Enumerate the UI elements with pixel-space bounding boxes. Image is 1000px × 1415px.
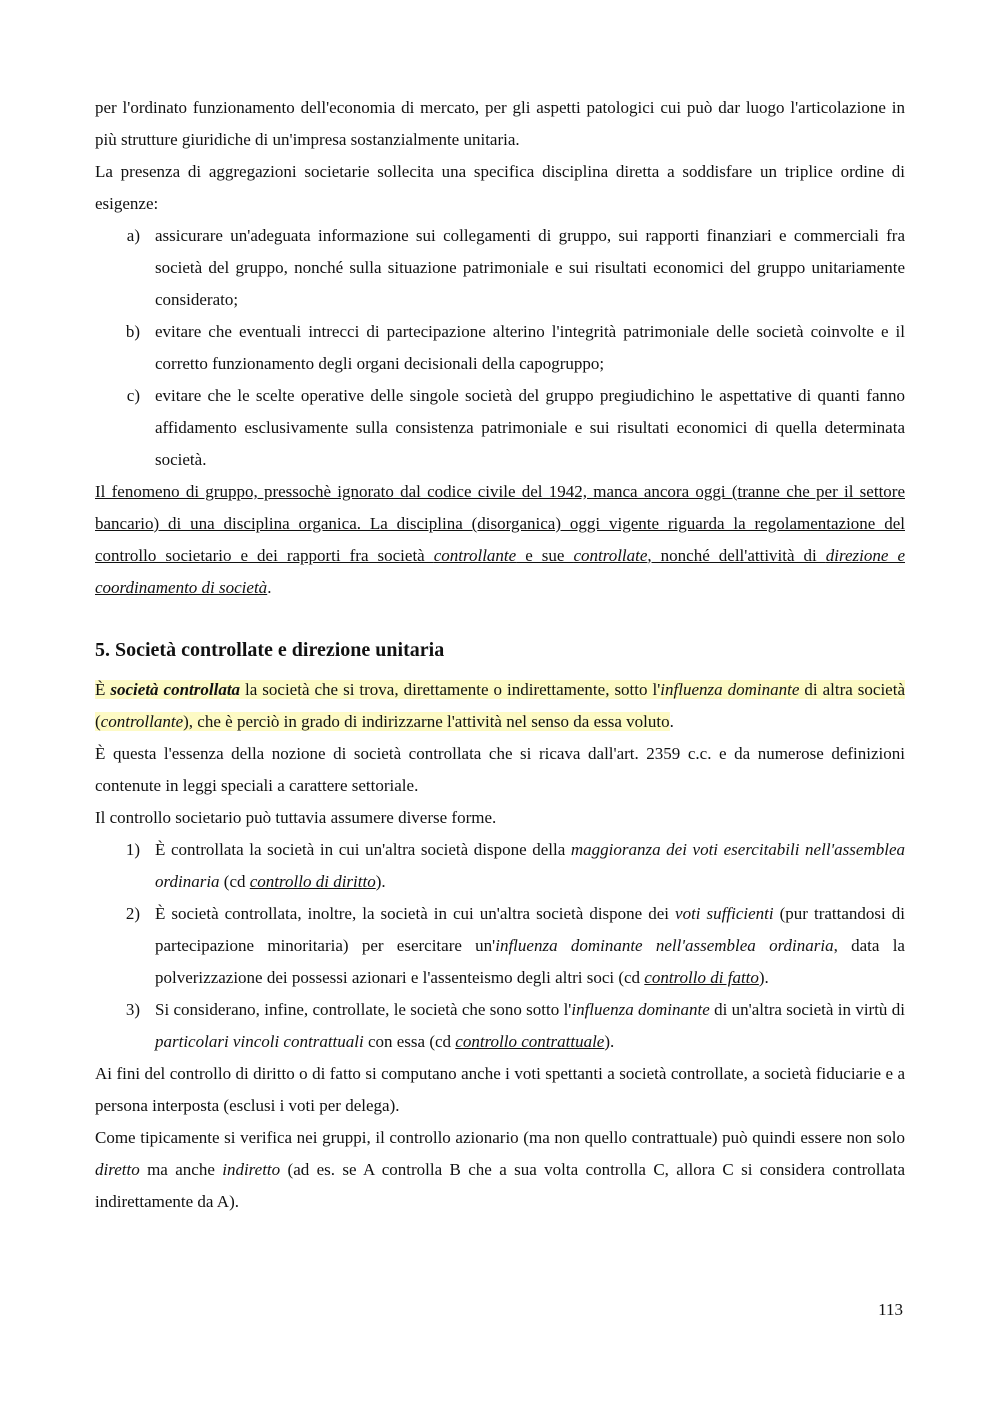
control-forms-list <box>95 834 905 1058</box>
list-item-text: evitare che eventuali intrecci di partecipazione alterino l'integrità patrimoniale delle società coinvolte e il corretto funzionamento degli organi decisionali della capogruppo; <box>155 322 905 373</box>
list-item <box>95 898 905 994</box>
requirements-list <box>95 220 905 476</box>
paragraph: Ai fini del controllo di diritto o di fatto si computano anche i voti spettanti a società controllate, a società fiduciarie e a persona interposta (esclusi i voti per delega). <box>95 1064 905 1115</box>
underlined-paragraph: Il fenomeno di gruppo, pressochè ignorato dal codice civile del 1942, manca ancora oggi (tranne che per il settore bancario) di una disciplina organica. La disciplina (disorganica) oggi vigente riguarda la regolamentazione del controllo societario e dei rapporti fra società controllante e sue controllate, nonché dell'attività di direzione e coordinamento di società. <box>95 482 905 597</box>
paragraph: La presenza di aggregazioni societarie sollecita una specifica disciplina diretta a soddisfare un triplice ordine di esigenze: <box>95 162 905 213</box>
list-marker: 3) <box>125 1000 140 1019</box>
list-marker: c) <box>126 386 140 405</box>
paragraph: È questa l'essenza della nozione di società controllata che si ricava dall'art. 2359 c.c. e da numerose definizioni contenute in leggi speciali a carattere settoriale. <box>95 744 905 795</box>
page-number: 113 <box>878 1300 903 1319</box>
list-item-text: È controllata la società in cui un'altra società dispone della maggioranza dei voti esercitabili nell'assemblea ordinaria (cd controllo di diritto). <box>155 840 906 891</box>
list-item <box>95 380 905 476</box>
list-marker: 2) <box>125 904 140 923</box>
list-item-text: Si considerano, infine, controllate, le società che sono sotto l'influenza dominante di un'altra società in virtù di particolari vincoli contrattuali con essa (cd controllo contrattuale). <box>155 1000 905 1051</box>
list-item-text: È società controllata, inoltre, la società in cui un'altra società dispone dei voti sufficienti (pur trattandosi di partecipazione minoritaria) per esercitare un'influenza dominante nell'assemblea ordinaria, data la polverizzazione dei possessi azionari e l'assenteismo degli altri soci (cd controllo di fatto). <box>155 904 905 987</box>
list-item <box>95 834 905 898</box>
intro-section <box>95 92 905 604</box>
paragraph: Il controllo societario può tuttavia assumere diverse forme. <box>95 808 497 827</box>
section-body <box>95 674 905 1218</box>
list-marker: b) <box>125 322 140 341</box>
paragraph: per l'ordinato funzionamento dell'economia di mercato, per gli aspetti patologici cui può dar luogo l'articolazione in più strutture giuridiche di un'impresa sostanzialmente unitaria. <box>95 98 905 149</box>
highlighted-definition: È società controllata la società che si trova, direttamente o indirettamente, sotto l'influenza dominante di altra società (controllante), che è perciò in grado di indirizzarne l'attività nel senso da essa voluto. <box>95 680 905 731</box>
list-item <box>95 316 905 380</box>
list-item <box>95 994 905 1058</box>
paragraph: Come tipicamente si verifica nei gruppi, il controllo azionario (ma non quello contrattuale) può quindi essere non solo diretto ma anche indiretto (ad es. se A controlla B che a sua volta controlla C, allora C si considera controllata indirettamente da A). <box>95 1128 905 1211</box>
list-item-text: evitare che le scelte operative delle singole società del gruppo pregiudichino le aspettative di quanti fanno affidamento esclusivamente sulla consistenza patrimoniale e sui risultati economici di quella determinata società. <box>155 386 905 469</box>
list-marker: 1) <box>125 840 140 859</box>
list-marker: a) <box>126 226 140 245</box>
list-item <box>95 220 905 316</box>
list-item-text: assicurare un'adeguata informazione sui collegamenti di gruppo, sui rapporti finanziari e commerciali fra società del gruppo, nonché sulla situazione patrimoniale e sui risultati economici del gruppo unitariamente considerato; <box>155 226 905 309</box>
section-heading: 5. Società controllate e direzione unitaria <box>95 639 445 661</box>
